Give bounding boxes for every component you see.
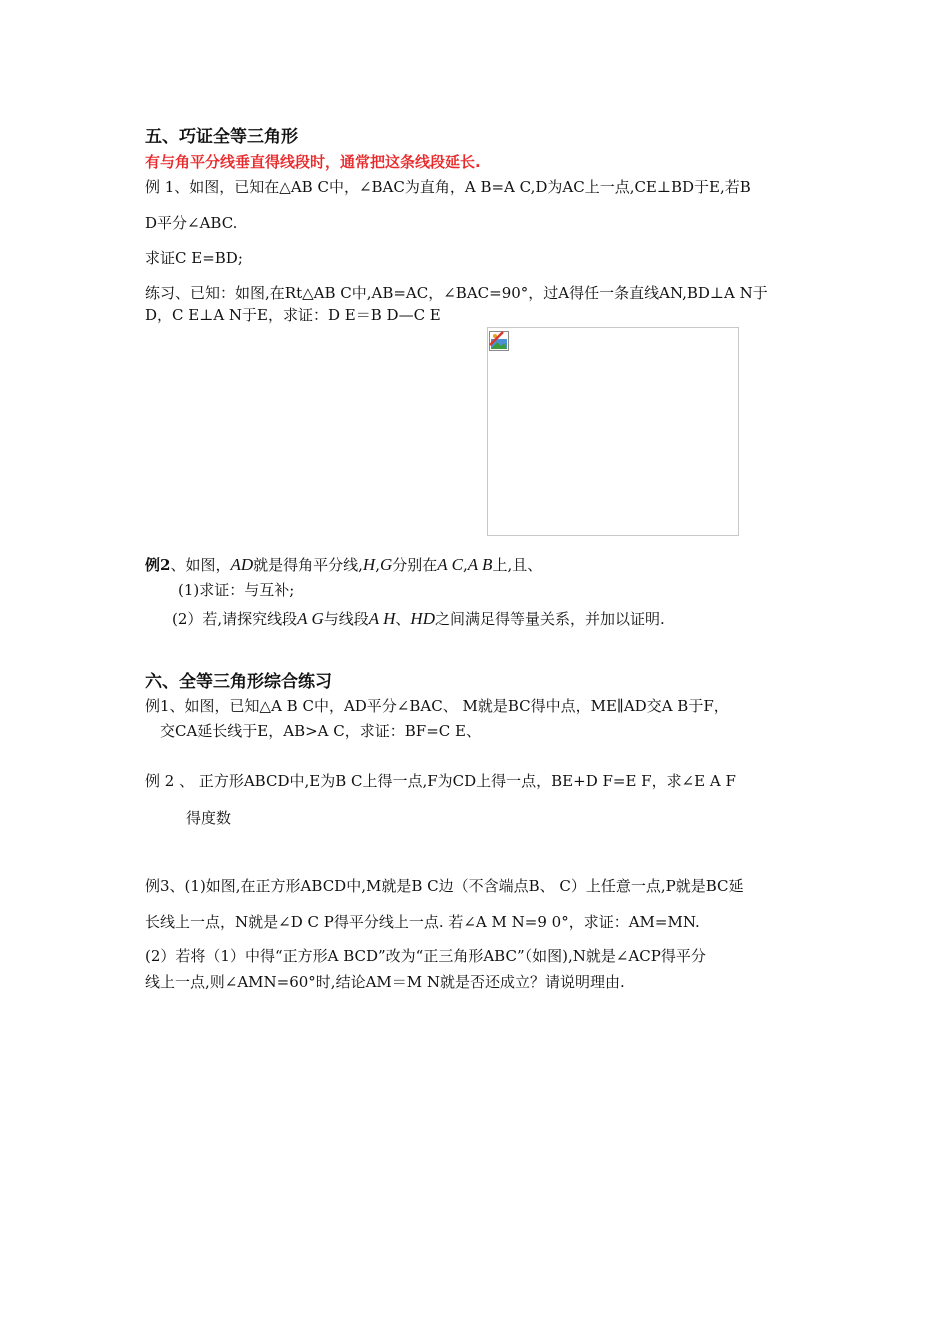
section-5-heading: 五、巧证全等三角形 [145,127,298,147]
example-1-prove: 求证C E=BD; [145,249,243,267]
example-2-line [145,555,542,575]
s6-example-3-line-1: 例3、(1)如图,在正方形ABCD中,M就是B C边（不含端点B、 C）上任意一点,P就是BC延 [145,877,744,895]
example-2-text-4: 分别在 [392,556,438,574]
s6-example-3-line-3: (2）若将（1）中得“正方形A BCD”改为“正三角形ABC”（如图),N就是∠ACP得平分 [145,947,706,965]
s6-example-2-line-1: 例 2 、 正方形ABCD中,E为B C上得一点,F为CD上得一点，BE+D F=E F，求∠E A F [145,772,736,790]
section-5-tip: 有与角平分线垂直得线段时，通常把这条线段延长. [145,153,481,171]
s6-example-1-line-2: 交CA延长线于E，AB>A C，求证：BF=C E、 [160,722,481,740]
example-2-sub-2 [172,609,665,629]
example-2-math-ac: A C [437,555,463,574]
example-2-sub-2-text-4: 之间满足得等量关系，并加以证明. [434,610,665,628]
example-2-sub-2-math-hd: HD [410,609,435,628]
example-2-sub-2-text-1: (2）若,请探究线段 [172,610,298,628]
section-6-heading: 六、全等三角形综合练习 [145,672,332,692]
example-2-sub-2-text-3: 、 [395,610,411,628]
figure-placeholder [487,327,739,536]
example-2-sub-2-text-2: 与线段 [323,610,369,628]
example-2-text-1: 、如图， [170,556,231,574]
practice-line-2: D，C E⊥A N于E，求证：D E＝B D—C E [145,306,441,324]
s6-example-3-line-2: 长线上一点，N就是∠D C P得平分线上一点. 若∠A M N=9 0°，求证：AM=MN. [145,913,700,931]
example-2-math-ab: A B [467,555,493,574]
s6-example-3-line-4: 线上一点,则∠AMN=60°时,结论AM＝M N就是否还成立？请说明理由. [145,973,625,991]
example-2-math-g: G [379,555,393,574]
example-2-math-ad: AD [230,555,254,574]
example-2-text-5: , [462,556,468,574]
example-1-line-1: 例 1、如图，已知在△AB C中，∠BAC为直角，A B=A C,D为AC上一点,CE⊥BD于E,若B [145,178,751,196]
example-2-sub-2-math-ag: A G [297,609,324,628]
s6-example-2-line-2: 得度数 [186,809,232,827]
example-2-text-6: 上,且、 [492,556,543,574]
example-2-math-h: H [362,555,376,574]
s6-example-1-line-1: 例1、如图，已知△A B C中，AD平分∠BAC、 M就是BC得中点，ME∥AD交A B于F， [145,697,729,715]
example-2-label: 例2 [145,556,171,574]
example-2-text-2: 就是得角平分线, [253,556,363,574]
example-2-sub-1: (1)求证：与互补; [178,581,295,599]
practice-line-1: 练习、已知：如图,在Rt△AB C中,AB=AC，∠BAC=90°，过A得任一条直线AN,BD⊥A N于 [145,284,768,302]
example-2-sub-2-math-ah: A H [368,609,396,628]
example-1-line-2: D平分∠ABC. [145,214,238,232]
example-2-text-3: , [375,556,380,574]
broken-image-icon [489,331,509,351]
